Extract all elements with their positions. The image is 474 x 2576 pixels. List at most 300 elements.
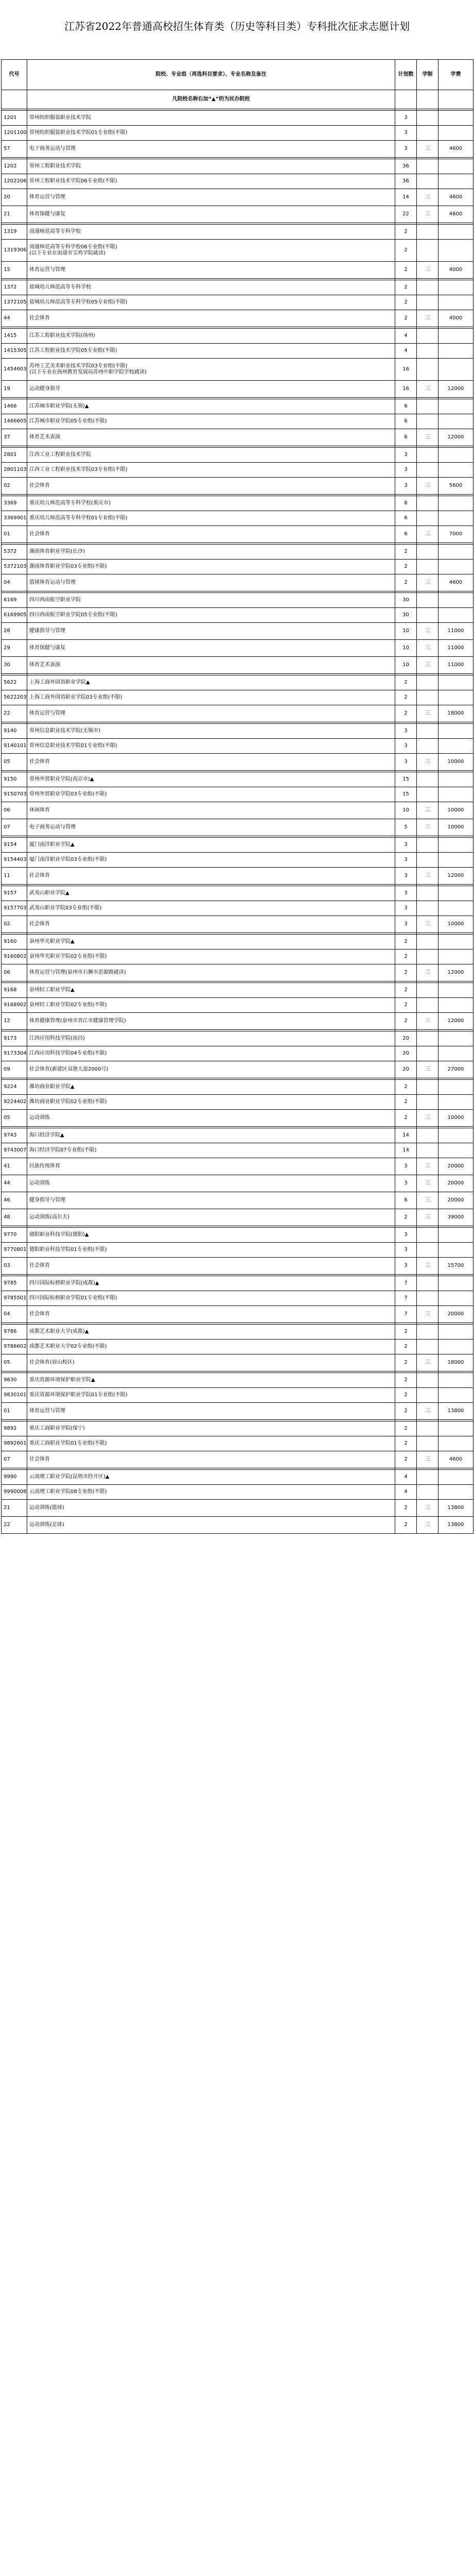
school-row (2, 724, 473, 739)
row-fee (438, 853, 473, 868)
row-fee (438, 463, 473, 478)
row-plan-count: 2 (395, 964, 417, 981)
row-plan-count: 36 (395, 174, 417, 189)
row-fee: 27000 (438, 1061, 473, 1078)
row-plan-count: 2 (395, 998, 417, 1013)
row-length (417, 1243, 438, 1258)
row-fee (438, 240, 473, 262)
row-code: 1202 (2, 159, 27, 174)
row-name: 武夷山职业学院03专业组(不限) (27, 901, 395, 916)
row-length: 三 (417, 381, 438, 398)
row-code: 22 (2, 1517, 27, 1534)
row-fee (438, 545, 473, 560)
row-name: 运动健身指导 (27, 381, 395, 398)
row-length (417, 1276, 438, 1291)
school-row (2, 1388, 473, 1403)
row-fee (438, 675, 473, 690)
row-length: 三 (417, 1354, 438, 1371)
row-length (417, 1080, 438, 1095)
row-plan-count: 2 (395, 705, 417, 722)
row-length (417, 1143, 438, 1158)
row-code: 1466605 (2, 414, 27, 429)
row-plan-count: 6 (395, 429, 417, 446)
row-code: 44 (2, 1175, 27, 1192)
row-name: 体育运营与管理 (27, 189, 395, 206)
row-length: 三 (417, 1403, 438, 1420)
row-name: 重庆幼儿师范高等专科学校01专业组(不限) (27, 511, 395, 526)
row-fee: 10000 (438, 916, 473, 933)
row-name: 四川西南航空职业学院 (27, 593, 395, 608)
row-name: 体育运营与管理 (27, 1403, 395, 1420)
row-length (417, 998, 438, 1013)
row-fee (438, 174, 473, 189)
row-name: 江西应用科技学院(南昌) (27, 1031, 395, 1046)
row-length (417, 463, 438, 478)
row-length (417, 593, 438, 608)
row-plan-count: 3 (395, 1258, 417, 1275)
row-plan-count: 5 (395, 819, 417, 836)
row-code: 9743007 (2, 1143, 27, 1158)
row-code: 6169 (2, 593, 27, 608)
school-row (2, 1373, 473, 1388)
row-length: 三 (417, 868, 438, 885)
row-fee: 4600 (438, 574, 473, 591)
school-row (2, 174, 473, 189)
row-code: 1372105 (2, 295, 27, 310)
row-fee: 4600 (438, 1451, 473, 1468)
school-row (2, 593, 473, 608)
row-code: 04 (2, 1306, 27, 1323)
school-row (2, 126, 473, 141)
row-fee (438, 1421, 473, 1436)
row-name: 社会体育 (27, 754, 395, 771)
enrollment-plan-table (1, 59, 473, 1534)
row-fee (438, 772, 473, 787)
row-name: 体育运营与管理 (27, 262, 395, 279)
row-name: 社会体育 (27, 1306, 395, 1323)
school-row (2, 1485, 473, 1500)
row-fee (438, 111, 473, 126)
row-plan-count: 3 (395, 126, 417, 141)
school-row (2, 448, 473, 463)
row-fee (438, 690, 473, 705)
row-length: 三 (417, 802, 438, 819)
row-plan-count: 3 (395, 868, 417, 885)
row-name: 运动训练(篮球) (27, 1500, 395, 1517)
row-length (417, 950, 438, 964)
school-row (2, 838, 473, 853)
header-length: 学制 (417, 60, 438, 90)
row-length: 三 (417, 262, 438, 279)
row-code: 04 (2, 574, 27, 591)
row-fee: 4000 (438, 262, 473, 279)
school-row (2, 1031, 473, 1046)
row-code: 46 (2, 1192, 27, 1209)
row-length (417, 159, 438, 174)
row-length (417, 1228, 438, 1243)
row-name: 休闲体育 (27, 802, 395, 819)
row-name: 成都艺术职业大学(成都)▲ (27, 1325, 395, 1340)
row-length (417, 1031, 438, 1046)
row-fee (438, 448, 473, 463)
row-length: 三 (417, 819, 438, 836)
row-plan-count: 10 (395, 623, 417, 640)
row-code: 1415 (2, 329, 27, 344)
row-length: 三 (417, 1258, 438, 1275)
row-name: 云南理工职业学院08专业组(不限) (27, 1485, 395, 1500)
row-code: 9786602 (2, 1340, 27, 1354)
row-length (417, 1436, 438, 1451)
row-plan-count: 2 (395, 295, 417, 310)
row-name: 体育运营与管理 (27, 705, 395, 722)
row-length (417, 560, 438, 574)
row-plan-count: 30 (395, 593, 417, 608)
row-code: 05 (2, 1354, 27, 1371)
row-code: 9173304 (2, 1046, 27, 1061)
row-plan-count: 2 (395, 1451, 417, 1468)
school-row (2, 159, 473, 174)
row-name: 体育艺术表演 (27, 429, 395, 446)
school-row (2, 1143, 473, 1158)
row-plan-count: 15 (395, 787, 417, 802)
row-name: 德阳职业科技学院01专业组(不限) (27, 1243, 395, 1258)
row-fee (438, 280, 473, 295)
row-length: 三 (417, 526, 438, 543)
row-code: 5372103 (2, 560, 27, 574)
row-plan-count: 3 (395, 448, 417, 463)
row-name: 健身指导与管理 (27, 1192, 395, 1209)
row-plan-count: 2 (395, 1080, 417, 1095)
row-plan-count: 2 (395, 280, 417, 295)
school-row (2, 1080, 473, 1095)
row-code: 9224402 (2, 1095, 27, 1110)
row-plan-count: 3 (395, 463, 417, 478)
row-plan-count: 4 (395, 1470, 417, 1485)
row-code: 2801103 (2, 463, 27, 478)
row-fee: 4600 (438, 206, 473, 223)
row-code: 9892601 (2, 1436, 27, 1451)
school-row (2, 950, 473, 964)
row-code: 05 (2, 754, 27, 771)
row-code: 9743 (2, 1128, 27, 1143)
row-plan-count: 7 (395, 1306, 417, 1323)
row-fee: 10000 (438, 754, 473, 771)
school-row (2, 935, 473, 950)
row-length: 三 (417, 310, 438, 327)
row-plan-count: 2 (395, 545, 417, 560)
school-row (2, 1470, 473, 1485)
row-length (417, 675, 438, 690)
row-name: 重庆资源环境保护职业学院01专业组(不限) (27, 1388, 395, 1403)
row-length (417, 935, 438, 950)
row-fee (438, 1276, 473, 1291)
school-row (2, 998, 473, 1013)
row-plan-count: 6 (395, 1192, 417, 1209)
row-length: 三 (417, 1061, 438, 1078)
row-name: 潍坊商业职业学院▲ (27, 1080, 395, 1095)
row-code: 22 (2, 705, 27, 722)
row-name: 潍坊商业职业学院02专业组(不限) (27, 1095, 395, 1110)
row-code: 9157 (2, 886, 27, 901)
row-plan-count: 3 (395, 1175, 417, 1192)
row-plan-count: 2 (395, 225, 417, 240)
row-fee: 11000 (438, 657, 473, 674)
row-plan-count: 2 (395, 1209, 417, 1226)
row-length (417, 772, 438, 787)
row-plan-count: 3 (395, 901, 417, 916)
page-title: 江苏省2022年普通高校招生体育类（历史等科目类）专科批次征求志愿计划 (64, 20, 410, 32)
row-code: 37 (2, 429, 27, 446)
school-row (2, 1128, 473, 1143)
row-name: 泉州轻工职业学院02专业组(不限) (27, 998, 395, 1013)
row-name: 社会体育 (27, 916, 395, 933)
row-length (417, 1325, 438, 1340)
row-fee (438, 787, 473, 802)
row-fee (438, 1291, 473, 1306)
row-fee (438, 1080, 473, 1095)
row-name: 常州工程职业技术学院06专业组(不限) (27, 174, 395, 189)
row-plan-count: 2 (395, 950, 417, 964)
row-plan-count: 6 (395, 496, 417, 511)
row-plan-count: 20 (395, 1046, 417, 1061)
row-code: 9140 (2, 724, 27, 739)
row-code: 1202206 (2, 174, 27, 189)
row-plan-count: 10 (395, 640, 417, 657)
school-row (2, 111, 473, 126)
row-fee (438, 593, 473, 608)
major-row (2, 754, 473, 771)
row-length: 三 (417, 1175, 438, 1192)
row-length (417, 901, 438, 916)
row-name: 篮球体育运动与管理 (27, 574, 395, 591)
school-row (2, 1340, 473, 1354)
row-plan-count: 4 (395, 329, 417, 344)
row-name: 泉州华光职业学院02专业组(不限) (27, 950, 395, 964)
row-name: 云南理工职业学院(昆明市经开区)▲ (27, 1470, 395, 1485)
row-plan-count: 7 (395, 1291, 417, 1306)
row-fee (438, 560, 473, 574)
major-row (2, 868, 473, 885)
row-length: 三 (417, 1192, 438, 1209)
row-plan-count: 2 (395, 690, 417, 705)
row-plan-count: 2 (395, 1517, 417, 1534)
row-code: 5372 (2, 545, 27, 560)
major-row (2, 657, 473, 674)
row-fee (438, 414, 473, 429)
row-fee: 39000 (438, 1209, 473, 1226)
row-length (417, 399, 438, 414)
school-row (2, 1046, 473, 1061)
major-row (2, 1403, 473, 1420)
row-plan-count: 3 (395, 111, 417, 126)
row-name: 常州纺织服装职业技术学院01专业组(不限) (27, 126, 395, 141)
major-row (2, 1013, 473, 1030)
row-fee: 20000 (438, 1158, 473, 1175)
row-length (417, 111, 438, 126)
row-code: 07 (2, 819, 27, 836)
row-name: 社会体育 (27, 310, 395, 327)
row-name: 重庆幼儿师范高等专科学校(重庆市) (27, 496, 395, 511)
major-row (2, 964, 473, 981)
row-length: 三 (417, 574, 438, 591)
row-length (417, 511, 438, 526)
row-fee (438, 901, 473, 916)
major-row (2, 574, 473, 591)
major-row (2, 705, 473, 722)
row-code: 9990 (2, 1470, 27, 1485)
row-length (417, 295, 438, 310)
row-name: 盐城幼儿师范高等专科学校05专业组(不限) (27, 295, 395, 310)
row-plan-count: 2 (395, 983, 417, 998)
row-name: 重庆工商职业学院01专业组(不限) (27, 1436, 395, 1451)
row-fee: 13800 (438, 1500, 473, 1517)
header-name: 院校、专业组（再选科目要求）、专业名称及备注 (27, 60, 395, 90)
row-name: 常州信息职业技术学院(无锡市) (27, 724, 395, 739)
school-row (2, 675, 473, 690)
row-plan-count: 2 (395, 1013, 417, 1030)
row-length (417, 1373, 438, 1388)
row-length (417, 1128, 438, 1143)
school-row (2, 853, 473, 868)
row-name: 社会体育 (27, 478, 395, 495)
row-length: 三 (417, 1158, 438, 1175)
row-name: 成都艺术职业大学02专业组(不限) (27, 1340, 395, 1354)
row-code: 1415305 (2, 344, 27, 359)
major-row (2, 1192, 473, 1209)
row-length (417, 1470, 438, 1485)
row-plan-count: 36 (395, 159, 417, 174)
row-code: 9150 (2, 772, 27, 787)
row-fee (438, 1470, 473, 1485)
row-length: 三 (417, 1500, 438, 1517)
row-code: 07 (2, 1451, 27, 1468)
row-code: 21 (2, 1500, 27, 1517)
row-fee (438, 496, 473, 511)
row-code: 6169905 (2, 608, 27, 623)
row-length (417, 787, 438, 802)
school-row (2, 983, 473, 998)
row-plan-count: 3 (395, 141, 417, 158)
row-plan-count: 3 (395, 754, 417, 771)
row-fee: 18000 (438, 1354, 473, 1371)
major-row (2, 381, 473, 398)
school-row (2, 414, 473, 429)
row-plan-count: 16 (395, 359, 417, 381)
row-length: 三 (417, 429, 438, 446)
row-fee: 11000 (438, 640, 473, 657)
row-fee (438, 1128, 473, 1143)
row-length (417, 983, 438, 998)
row-name: 运动训练(足球) (27, 1517, 395, 1534)
row-fee (438, 950, 473, 964)
row-fee (438, 329, 473, 344)
row-code: 9168902 (2, 998, 27, 1013)
row-name: 重庆工商职业学院(保宁) (27, 1421, 395, 1436)
row-code: 1201 (2, 111, 27, 126)
row-fee (438, 225, 473, 240)
row-plan-count: 3 (395, 916, 417, 933)
row-code: 9168 (2, 983, 27, 998)
row-length (417, 853, 438, 868)
row-fee: 20000 (438, 1175, 473, 1192)
major-row (2, 1110, 473, 1127)
row-code: 9154403 (2, 853, 27, 868)
row-name: 武夷山职业学院▲ (27, 886, 395, 901)
row-plan-count: 2 (395, 1325, 417, 1340)
row-plan-count: 2 (395, 1354, 417, 1371)
row-length (417, 1485, 438, 1500)
row-fee: 5600 (438, 478, 473, 495)
school-row (2, 787, 473, 802)
row-length (417, 414, 438, 429)
row-fee: 13800 (438, 1403, 473, 1420)
row-code: 9770801 (2, 1243, 27, 1258)
row-name: 上海工商外国语职业学院▲ (27, 675, 395, 690)
school-row (2, 399, 473, 414)
row-name: 苏州工艺美术职业技术学院03专业组(不限) (以下专业在扬州教育发展局苏州中职学院学校就读) (27, 359, 395, 381)
row-name: 四川国际标榜职业学院01专业组(不限) (27, 1291, 395, 1306)
row-plan-count: 3 (395, 1158, 417, 1175)
row-fee (438, 1340, 473, 1354)
row-fee: 20000 (438, 1306, 473, 1323)
row-code: 9160 (2, 935, 27, 950)
row-plan-count: 16 (395, 381, 417, 398)
row-code: 01 (2, 1403, 27, 1420)
row-length (417, 280, 438, 295)
row-name: 健康指导与管理 (27, 623, 395, 640)
row-fee (438, 1228, 473, 1243)
row-plan-count: 2 (395, 1500, 417, 1517)
row-code: 11 (2, 868, 27, 885)
table-body (2, 90, 473, 1534)
row-fee (438, 608, 473, 623)
row-name: 四川西南航空职业学院05专业组(不限) (27, 608, 395, 623)
row-name: 四川国际标榜职业学院(成都)▲ (27, 1276, 395, 1291)
row-name: 江苏城市职业学院(无锡)▲ (27, 399, 395, 414)
row-code: 9140101 (2, 739, 27, 754)
row-name: 社会体育 (27, 868, 395, 885)
major-row (2, 310, 473, 327)
row-name: 体育健康管理(泉州市晋江市健康管理学院) (27, 1013, 395, 1030)
row-name: 常州信息职业技术学院01专业组(不限) (27, 739, 395, 754)
row-fee (438, 159, 473, 174)
major-row (2, 1158, 473, 1175)
row-plan-count: 3 (395, 886, 417, 901)
row-fee: 10000 (438, 802, 473, 819)
row-plan-count: 10 (395, 802, 417, 819)
row-code: 29 (2, 640, 27, 657)
row-fee: 4600 (438, 141, 473, 158)
school-row (2, 690, 473, 705)
row-fee: 13800 (438, 1517, 473, 1534)
row-plan-count: 6 (395, 511, 417, 526)
row-name: 江苏城市职业学院05专业组(不限) (27, 414, 395, 429)
row-code: 02 (2, 478, 27, 495)
row-name: 江苏工程职业技术学院05专业组(不限) (27, 344, 395, 359)
row-plan-count: 3 (395, 739, 417, 754)
row-fee: 4000 (438, 310, 473, 327)
row-name: 体育保健与康复 (27, 640, 395, 657)
row-length: 三 (417, 141, 438, 158)
row-name: 社会体育 (27, 1451, 395, 1468)
school-row (2, 1291, 473, 1306)
row-fee (438, 1031, 473, 1046)
row-length: 三 (417, 640, 438, 657)
row-code: 9173 (2, 1031, 27, 1046)
row-code: 3369901 (2, 511, 27, 526)
row-length (417, 1291, 438, 1306)
row-length (417, 739, 438, 754)
